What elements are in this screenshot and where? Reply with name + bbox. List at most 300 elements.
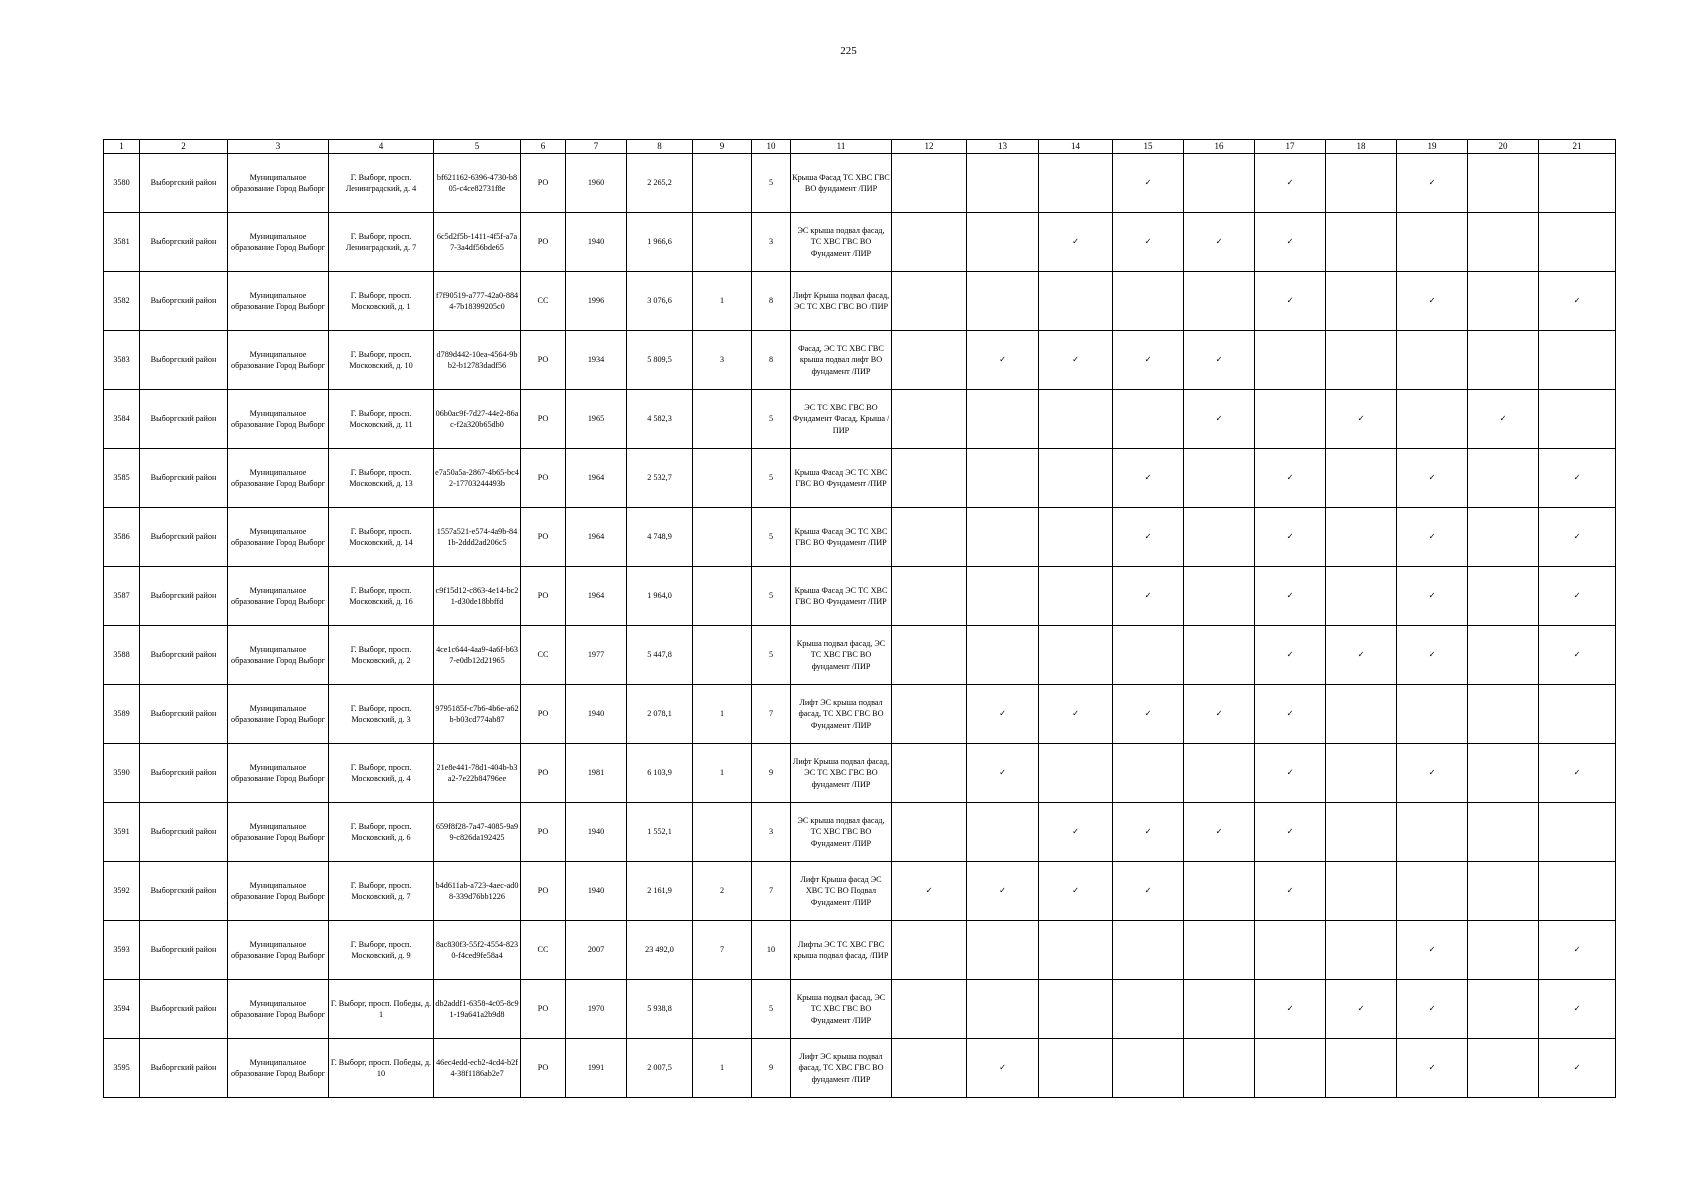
table-row [104,508,1616,567]
empty-mark-cell [1184,449,1255,508]
check-mark-icon: ✓ [1113,685,1184,744]
elevator-count-cell: 2 [693,862,752,921]
table-row [104,921,1616,980]
elevator-count-cell [693,980,752,1039]
elevator-count-cell: 1 [693,744,752,803]
empty-mark-cell [967,390,1039,449]
work-types-cell: Крыша Фасад ЭС ТС ХВС ГВС ВО Фундамент /ПИР [791,508,892,567]
floors-cell: 5 [752,449,791,508]
empty-mark-cell [1039,980,1113,1039]
empty-mark-cell [892,685,967,744]
check-mark-icon: ✓ [1255,154,1326,213]
check-mark-icon: ✓ [1039,331,1113,390]
check-mark-icon: ✓ [1184,803,1255,862]
ownership-type-cell: РО [521,685,566,744]
check-mark-icon: ✓ [1539,567,1616,626]
empty-mark-cell [1468,862,1539,921]
municipality-cell: Муниципальное образование Город Выборг [228,685,329,744]
area-cell: 5 809,5 [627,331,693,390]
ownership-type-cell: РО [521,862,566,921]
empty-mark-cell [1184,980,1255,1039]
building-guid-cell: b4d611ab-a723-4aec-ad08-339d76bb1226 [434,862,521,921]
check-mark-icon: ✓ [1255,803,1326,862]
column-number-header: 19 [1397,140,1468,154]
empty-mark-cell [1468,154,1539,213]
floors-cell: 9 [752,744,791,803]
floors-cell: 8 [752,272,791,331]
table-row [104,803,1616,862]
municipality-cell: Муниципальное образование Город Выборг [228,862,329,921]
check-mark-icon: ✓ [967,331,1039,390]
column-number-header: 1 [104,140,140,154]
floors-cell: 5 [752,390,791,449]
empty-mark-cell [1184,862,1255,921]
area-cell: 2 007,5 [627,1039,693,1098]
empty-mark-cell [1326,508,1397,567]
elevator-count-cell [693,803,752,862]
row-number-cell: 3595 [104,1039,140,1098]
municipality-cell: Муниципальное образование Город Выборг [228,213,329,272]
area-cell: 2 265,2 [627,154,693,213]
empty-mark-cell [1326,803,1397,862]
empty-mark-cell [1539,685,1616,744]
building-guid-cell: 1557a521-e574-4a9b-841b-2ddd2ad206c5 [434,508,521,567]
empty-mark-cell [1039,567,1113,626]
table-row [104,1039,1616,1098]
empty-mark-cell [1039,449,1113,508]
district-cell: Выборгский район [140,803,228,862]
column-number-header: 9 [693,140,752,154]
check-mark-icon: ✓ [1184,331,1255,390]
ownership-type-cell: СС [521,272,566,331]
empty-mark-cell [1468,921,1539,980]
municipality-cell: Муниципальное образование Город Выборг [228,331,329,390]
empty-mark-cell [1397,213,1468,272]
build-year-cell: 1940 [566,685,627,744]
empty-mark-cell [892,449,967,508]
register-table [103,139,1616,1098]
empty-mark-cell [1397,390,1468,449]
district-cell: Выборгский район [140,626,228,685]
municipality-cell: Муниципальное образование Город Выборг [228,803,329,862]
empty-mark-cell [892,272,967,331]
build-year-cell: 1964 [566,567,627,626]
check-mark-icon: ✓ [892,862,967,921]
elevator-count-cell [693,567,752,626]
elevator-count-cell [693,626,752,685]
empty-mark-cell [892,1039,967,1098]
ownership-type-cell: РО [521,331,566,390]
empty-mark-cell [1255,921,1326,980]
area-cell: 1 552,1 [627,803,693,862]
empty-mark-cell [1539,154,1616,213]
column-number-header: 21 [1539,140,1616,154]
empty-mark-cell [1468,1039,1539,1098]
check-mark-icon: ✓ [1255,213,1326,272]
table-row [104,390,1616,449]
address-cell: Г. Выборг, просп. Московский, д. 7 [329,862,434,921]
ownership-type-cell: РО [521,980,566,1039]
empty-mark-cell [1184,1039,1255,1098]
address-cell: Г. Выборг, просп. Ленинградский, д. 4 [329,154,434,213]
check-mark-icon: ✓ [1255,685,1326,744]
check-mark-icon: ✓ [1255,626,1326,685]
check-mark-icon: ✓ [1184,390,1255,449]
empty-mark-cell [1113,390,1184,449]
elevator-count-cell: 1 [693,272,752,331]
work-types-cell: ЭС ТС ХВС ГВС ВО Фундамент Фасад, Крыша /ПИР [791,390,892,449]
build-year-cell: 1940 [566,862,627,921]
table-row [104,449,1616,508]
address-cell: Г. Выборг, просп. Московский, д. 1 [329,272,434,331]
ownership-type-cell: РО [521,213,566,272]
check-mark-icon: ✓ [1539,1039,1616,1098]
check-mark-icon: ✓ [1113,803,1184,862]
empty-mark-cell [1539,862,1616,921]
check-mark-icon: ✓ [1255,744,1326,803]
check-mark-icon: ✓ [1397,272,1468,331]
ownership-type-cell: РО [521,449,566,508]
elevator-count-cell [693,508,752,567]
floors-cell: 5 [752,508,791,567]
check-mark-icon: ✓ [1039,803,1113,862]
row-number-cell: 3583 [104,331,140,390]
empty-mark-cell [967,567,1039,626]
building-guid-cell: 8ac830f3-55f2-4554-8230-f4ced9fe58a4 [434,921,521,980]
empty-mark-cell [1184,921,1255,980]
check-mark-icon: ✓ [967,744,1039,803]
empty-mark-cell [1326,862,1397,921]
address-cell: Г. Выборг, просп. Московский, д. 2 [329,626,434,685]
column-number-header: 18 [1326,140,1397,154]
address-cell: Г. Выборг, просп. Московский, д. 10 [329,331,434,390]
table-row [104,213,1616,272]
check-mark-icon: ✓ [1113,331,1184,390]
column-number-header: 4 [329,140,434,154]
page-number: 225 [840,45,857,57]
empty-mark-cell [967,626,1039,685]
empty-mark-cell [1326,921,1397,980]
area-cell: 6 103,9 [627,744,693,803]
work-types-cell: ЭС крыша подвал фасад, ТС ХВС ГВС ВО Фундамент /ПИР [791,213,892,272]
floors-cell: 5 [752,626,791,685]
empty-mark-cell [1039,626,1113,685]
empty-mark-cell [1113,1039,1184,1098]
municipality-cell: Муниципальное образование Город Выборг [228,980,329,1039]
check-mark-icon: ✓ [1397,980,1468,1039]
check-mark-icon: ✓ [967,685,1039,744]
check-mark-icon: ✓ [1255,449,1326,508]
column-number-header: 14 [1039,140,1113,154]
empty-mark-cell [1326,449,1397,508]
empty-mark-cell [892,921,967,980]
work-types-cell: Крыша Фасад ЭС ТС ХВС ГВС ВО Фундамент /ПИР [791,449,892,508]
empty-mark-cell [1113,272,1184,331]
work-types-cell: Крыша подвал фасад, ЭС ТС ХВС ГВС ВО Фундамент /ПИР [791,980,892,1039]
check-mark-icon: ✓ [1539,272,1616,331]
district-cell: Выборгский район [140,390,228,449]
build-year-cell: 1940 [566,803,627,862]
floors-cell: 3 [752,213,791,272]
work-types-cell: Лифт ЭС крыша подвал фасад, ТС ХВС ГВС ВО Фундамент /ПИР [791,685,892,744]
area-cell: 2 161,9 [627,862,693,921]
empty-mark-cell [892,331,967,390]
ownership-type-cell: РО [521,508,566,567]
empty-mark-cell [1468,803,1539,862]
column-number-header: 12 [892,140,967,154]
empty-mark-cell [1326,213,1397,272]
empty-mark-cell [892,626,967,685]
building-guid-cell: bf621162-6396-4730-b805-c4ce82731f8e [434,154,521,213]
empty-mark-cell [1255,390,1326,449]
table-row [104,862,1616,921]
check-mark-icon: ✓ [1113,862,1184,921]
empty-mark-cell [1468,272,1539,331]
district-cell: Выборгский район [140,685,228,744]
area-cell: 3 076,6 [627,272,693,331]
address-cell: Г. Выборг, просп. Московский, д. 11 [329,390,434,449]
area-cell: 23 492,0 [627,921,693,980]
address-cell: Г. Выборг, просп. Московский, д. 4 [329,744,434,803]
table-row [104,980,1616,1039]
check-mark-icon: ✓ [1539,744,1616,803]
empty-mark-cell [892,154,967,213]
area-cell: 5 447,8 [627,626,693,685]
municipality-cell: Муниципальное образование Город Выборг [228,272,329,331]
empty-mark-cell [1039,390,1113,449]
empty-mark-cell [1184,272,1255,331]
empty-mark-cell [1113,744,1184,803]
table-row [104,744,1616,803]
building-guid-cell: 6c5d2f5b-1411-4f5f-a7a7-3a4df56bde65 [434,213,521,272]
work-types-cell: Крыша подвал фасад, ЭС ТС ХВС ГВС ВО фундамент /ПИР [791,626,892,685]
empty-mark-cell [1326,744,1397,803]
elevator-count-cell [693,213,752,272]
ownership-type-cell: РО [521,567,566,626]
empty-mark-cell [1468,567,1539,626]
empty-mark-cell [1184,744,1255,803]
building-guid-cell: 9795185f-c7b6-4b6e-a62b-b03cd774ab87 [434,685,521,744]
check-mark-icon: ✓ [1255,980,1326,1039]
empty-mark-cell [1326,567,1397,626]
table-row [104,567,1616,626]
table-row [104,685,1616,744]
municipality-cell: Муниципальное образование Город Выборг [228,449,329,508]
empty-mark-cell [1326,1039,1397,1098]
address-cell: Г. Выборг, просп. Победы, д. 10 [329,1039,434,1098]
row-number-cell: 3592 [104,862,140,921]
table-row [104,331,1616,390]
empty-mark-cell [1468,744,1539,803]
elevator-count-cell [693,449,752,508]
address-cell: Г. Выборг, просп. Московский, д. 16 [329,567,434,626]
row-number-cell: 3580 [104,154,140,213]
district-cell: Выборгский район [140,331,228,390]
floors-cell: 7 [752,862,791,921]
check-mark-icon: ✓ [1113,567,1184,626]
check-mark-icon: ✓ [1255,862,1326,921]
check-mark-icon: ✓ [1184,213,1255,272]
empty-mark-cell [1468,626,1539,685]
empty-mark-cell [1326,331,1397,390]
check-mark-icon: ✓ [1113,449,1184,508]
empty-mark-cell [892,390,967,449]
municipality-cell: Муниципальное образование Город Выборг [228,626,329,685]
floors-cell: 5 [752,567,791,626]
empty-mark-cell [1039,1039,1113,1098]
check-mark-icon: ✓ [1326,980,1397,1039]
empty-mark-cell [1039,272,1113,331]
area-cell: 5 938,8 [627,980,693,1039]
elevator-count-cell [693,390,752,449]
work-types-cell: Фасад, ЭС ТС ХВС ГВС крыша подвал лифт ВО фундамент /ПИР [791,331,892,390]
building-guid-cell: e7a50a5a-2867-4b65-bc42-17703244493b [434,449,521,508]
district-cell: Выборгский район [140,980,228,1039]
row-number-cell: 3584 [104,390,140,449]
district-cell: Выборгский район [140,449,228,508]
build-year-cell: 1991 [566,1039,627,1098]
empty-mark-cell [892,508,967,567]
row-number-cell: 3581 [104,213,140,272]
elevator-count-cell: 3 [693,331,752,390]
district-cell: Выборгский район [140,567,228,626]
municipality-cell: Муниципальное образование Город Выборг [228,744,329,803]
check-mark-icon: ✓ [1539,980,1616,1039]
check-mark-icon: ✓ [1039,213,1113,272]
elevator-count-cell: 1 [693,1039,752,1098]
check-mark-icon: ✓ [1397,744,1468,803]
empty-mark-cell [892,980,967,1039]
check-mark-icon: ✓ [1397,921,1468,980]
check-mark-icon: ✓ [1039,685,1113,744]
empty-mark-cell [1039,154,1113,213]
check-mark-icon: ✓ [1397,1039,1468,1098]
floors-cell: 9 [752,1039,791,1098]
column-number-row [104,140,1616,154]
address-cell: Г. Выборг, просп. Московский, д. 3 [329,685,434,744]
empty-mark-cell [892,803,967,862]
check-mark-icon: ✓ [1397,449,1468,508]
table-row [104,272,1616,331]
table-body [104,154,1616,1098]
empty-mark-cell [892,567,967,626]
building-guid-cell: 21e8e441-78d1-404b-b3a2-7e22b84796ee [434,744,521,803]
check-mark-icon: ✓ [1255,272,1326,331]
work-types-cell: Лифт ЭС крыша подвал фасад, ТС ХВС ГВС ВО фундамент /ПИР [791,1039,892,1098]
check-mark-icon: ✓ [1326,390,1397,449]
area-cell: 1 966,6 [627,213,693,272]
empty-mark-cell [1539,331,1616,390]
area-cell: 2 078,1 [627,685,693,744]
row-number-cell: 3591 [104,803,140,862]
check-mark-icon: ✓ [1468,390,1539,449]
work-types-cell: Лифт Крыша подвал фасад, ЭС ТС ХВС ГВС ВО /ПИР [791,272,892,331]
column-number-header: 5 [434,140,521,154]
column-number-header: 20 [1468,140,1539,154]
row-number-cell: 3593 [104,921,140,980]
district-cell: Выборгский район [140,154,228,213]
row-number-cell: 3587 [104,567,140,626]
check-mark-icon: ✓ [1113,154,1184,213]
build-year-cell: 1981 [566,744,627,803]
empty-mark-cell [967,272,1039,331]
building-guid-cell: 4ce1c644-4aa9-4a6f-b637-e0db12d21965 [434,626,521,685]
column-number-header: 6 [521,140,566,154]
check-mark-icon: ✓ [967,862,1039,921]
building-guid-cell: c9f15d12-c863-4e14-bc21-d30de18bbffd [434,567,521,626]
district-cell: Выборгский район [140,862,228,921]
empty-mark-cell [1039,921,1113,980]
empty-mark-cell [1397,685,1468,744]
column-number-header: 15 [1113,140,1184,154]
row-number-cell: 3590 [104,744,140,803]
check-mark-icon: ✓ [1539,449,1616,508]
check-mark-icon: ✓ [1326,626,1397,685]
work-types-cell: Крыша Фасад ЭС ТС ХВС ГВС ВО Фундамент /ПИР [791,567,892,626]
municipality-cell: Муниципальное образование Город Выборг [228,154,329,213]
empty-mark-cell [1468,508,1539,567]
empty-mark-cell [1397,803,1468,862]
empty-mark-cell [1184,626,1255,685]
empty-mark-cell [892,213,967,272]
work-types-cell: ЭС крыша подвал фасад, ТС ХВС ГВС ВО Фундамент /ПИР [791,803,892,862]
empty-mark-cell [1468,213,1539,272]
empty-mark-cell [967,154,1039,213]
ownership-type-cell: РО [521,803,566,862]
column-number-header: 3 [228,140,329,154]
empty-mark-cell [1468,449,1539,508]
column-number-header: 16 [1184,140,1255,154]
column-number-header: 8 [627,140,693,154]
build-year-cell: 1964 [566,508,627,567]
district-cell: Выборгский район [140,508,228,567]
check-mark-icon: ✓ [1539,921,1616,980]
check-mark-icon: ✓ [1539,508,1616,567]
empty-mark-cell [1255,1039,1326,1098]
work-types-cell: Лифты ЭС ТС ХВС ГВС крыша подвал фасад, /ПИР [791,921,892,980]
empty-mark-cell [1397,331,1468,390]
column-number-header: 13 [967,140,1039,154]
ownership-type-cell: СС [521,921,566,980]
floors-cell: 5 [752,980,791,1039]
empty-mark-cell [967,921,1039,980]
area-cell: 4 582,3 [627,390,693,449]
check-mark-icon: ✓ [1255,508,1326,567]
floors-cell: 3 [752,803,791,862]
build-year-cell: 1965 [566,390,627,449]
empty-mark-cell [1039,744,1113,803]
address-cell: Г. Выборг, просп. Победы, д. 1 [329,980,434,1039]
column-number-header: 7 [566,140,627,154]
check-mark-icon: ✓ [1113,213,1184,272]
build-year-cell: 1960 [566,154,627,213]
empty-mark-cell [1468,685,1539,744]
empty-mark-cell [1539,390,1616,449]
build-year-cell: 2007 [566,921,627,980]
table-row [104,626,1616,685]
empty-mark-cell [1539,803,1616,862]
column-number-header: 2 [140,140,228,154]
building-guid-cell: 06b0ac9f-7d27-44e2-86ac-f2a320b65db0 [434,390,521,449]
build-year-cell: 1964 [566,449,627,508]
empty-mark-cell [1113,921,1184,980]
municipality-cell: Муниципальное образование Город Выборг [228,921,329,980]
district-cell: Выборгский район [140,272,228,331]
check-mark-icon: ✓ [967,1039,1039,1098]
address-cell: Г. Выборг, просп. Московский, д. 9 [329,921,434,980]
ownership-type-cell: РО [521,390,566,449]
column-number-header: 10 [752,140,791,154]
